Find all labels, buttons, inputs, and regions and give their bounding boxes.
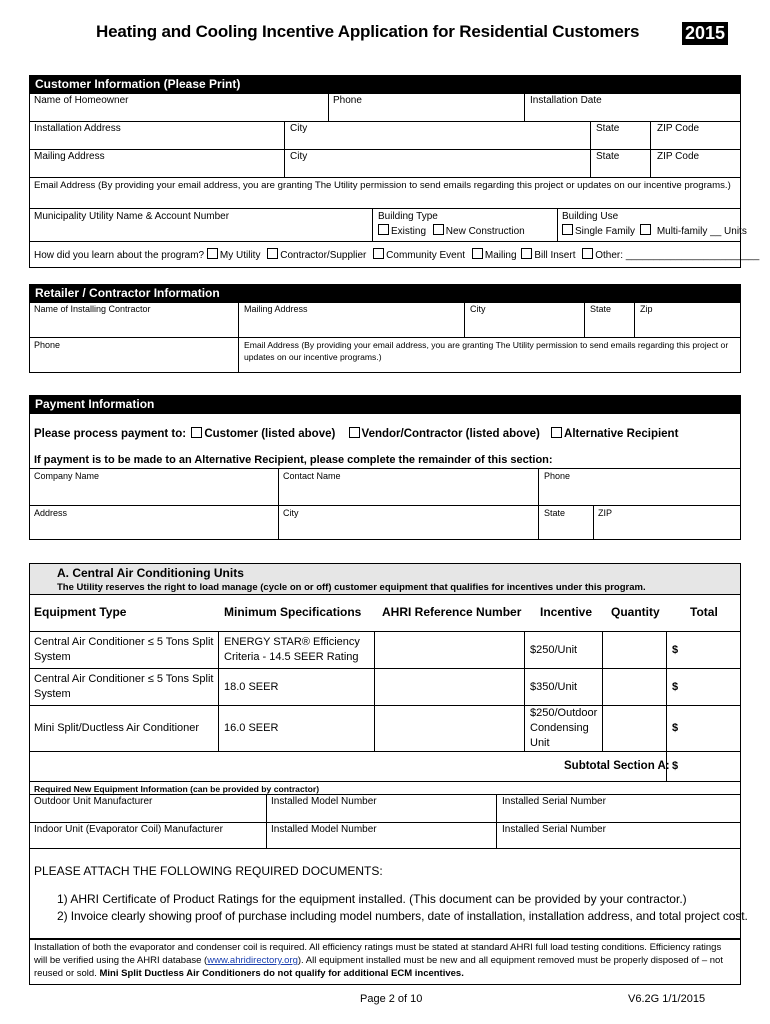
row2-incentive: $350/Unit (530, 681, 578, 693)
contractor-city-field[interactable]: City (470, 304, 486, 314)
row1-incentive: $250/Unit (530, 644, 578, 656)
mailing-state-field[interactable]: State (596, 151, 620, 162)
col-ahri-ref: AHRI Reference Number (382, 605, 522, 619)
row2-total[interactable]: $ (672, 681, 679, 693)
building-type-options: Existing New Construction (378, 224, 525, 237)
row2-spec: 18.0 SEER (224, 681, 279, 693)
company-name-field[interactable]: Company Name (34, 471, 100, 481)
year-badge: 2015 (682, 22, 728, 45)
my-utility-checkbox[interactable] (207, 248, 218, 259)
installation-address-field[interactable]: Installation Address (34, 123, 121, 134)
customer-section-heading: Customer Information (Please Print) (29, 75, 741, 93)
contractor-zip-field[interactable]: Zip (640, 304, 653, 314)
other-checkbox[interactable] (582, 248, 593, 259)
other-field[interactable]: Other: ________________________ (595, 250, 760, 261)
row2-equipment: Central Air Conditioner ≤ 5 Tons Split System (34, 673, 214, 700)
utility-account-field[interactable]: Municipality Utility Name & Account Number (34, 211, 230, 222)
col-total: Total (690, 605, 718, 619)
row3-total[interactable]: $ (672, 722, 679, 734)
new-construction-checkbox[interactable] (433, 224, 444, 235)
indoor-model-field[interactable]: Installed Model Number (271, 824, 377, 835)
recipient-address-field[interactable]: Address (34, 508, 68, 518)
document-item-1: 1) AHRI Certificate of Product Ratings for the equipment installed. (This document can be provided by your contractor.) (57, 892, 687, 906)
new-equipment-heading: Required New Equipment Information (can be provided by contractor) (34, 784, 320, 794)
payment-options-row: Please process payment to: Customer (listed above) Vendor/Contractor (listed above) Alternative Recipient (34, 428, 679, 440)
document-item-2: 2) Invoice clearly showing proof of purchase including model numbers, date of installation, installation address, and total project cost. (57, 909, 748, 923)
contractor-name-field[interactable]: Name of Installing Contractor (34, 304, 151, 314)
community-event-checkbox[interactable] (373, 248, 384, 259)
version-date: V6.2G 1/1/2015 (628, 993, 706, 1005)
contractor-mailing-field[interactable]: Mailing Address (244, 304, 308, 314)
row3-spec: 16.0 SEER (224, 722, 279, 734)
city-field[interactable]: City (290, 123, 308, 134)
outdoor-manufacturer-field[interactable]: Outdoor Unit Manufacturer (34, 796, 153, 807)
row1-total[interactable]: $ (672, 644, 679, 656)
building-type-label: Building Type (378, 211, 438, 222)
pay-customer-checkbox[interactable] (191, 427, 202, 438)
row1-equipment: Central Air Conditioner ≤ 5 Tons Split System (34, 636, 214, 663)
ahri-link[interactable]: www.ahridirectory.org (207, 955, 298, 966)
recipient-state-field[interactable]: State (544, 508, 566, 518)
row3-incentive: $250/Outdoor Condensing Unit (530, 707, 598, 749)
existing-checkbox[interactable] (378, 224, 389, 235)
contractor-state-field[interactable]: State (590, 304, 612, 314)
pay-vendor-checkbox[interactable] (349, 427, 360, 438)
bill-insert-checkbox[interactable] (521, 248, 532, 259)
payment-section-heading: Payment Information (29, 395, 741, 413)
homeowner-name-field[interactable]: Name of Homeowner (34, 95, 129, 106)
building-use-label: Building Use (562, 211, 619, 222)
outdoor-serial-field[interactable]: Installed Serial Number (502, 796, 606, 807)
form-title: Heating and Cooling Incentive Application for Residential Customers (96, 22, 640, 41)
contractor-checkbox[interactable] (267, 248, 278, 259)
col-min-spec: Minimum Specifications (224, 605, 362, 619)
email-field[interactable]: Email Address (By providing your email address, you are granting The Utility permission to send emails regarding this project or updates on our incentive programs.) (34, 180, 731, 191)
mailing-zip-field[interactable]: ZIP Code (657, 151, 700, 162)
alternative-recipient-note: If payment is to be made to an Alternative Recipient, please complete the remainder of this section: (34, 454, 553, 466)
contractor-email-field[interactable]: Email Address (By providing your email address, you are granting The Utility permission to send emails regarding this project or updates on our incentive programs.) (244, 340, 729, 362)
retailer-section-heading: Retailer / Contractor Information (29, 284, 741, 302)
single-family-checkbox[interactable] (562, 224, 573, 235)
multi-family-checkbox[interactable] (640, 224, 651, 235)
recipient-city-field[interactable]: City (283, 508, 299, 518)
outdoor-model-field[interactable]: Installed Model Number (271, 796, 377, 807)
col-quantity: Quantity (611, 605, 660, 619)
mailing-checkbox[interactable] (472, 248, 483, 259)
section-a-note: The Utility reserves the right to load manage (cycle on or off) customer equipment that qualifies for incentives under this program. (57, 582, 646, 593)
documents-heading: PLEASE ATTACH THE FOLLOWING REQUIRED DOCUMENTS: (34, 864, 383, 878)
building-use-options: Single Family Multi-family __ Units (562, 224, 747, 237)
recipient-phone-field[interactable]: Phone (544, 471, 571, 481)
learn-about-row: How did you learn about the program? My Utility Contractor/Supplier Community Event Mailing Bill Insert Other: ________________________ (34, 250, 760, 261)
zip-field[interactable]: ZIP Code (657, 123, 700, 134)
recipient-zip-field[interactable]: ZIP (598, 508, 613, 518)
mailing-city-field[interactable]: City (290, 151, 308, 162)
footnote-text: Installation of both the evaporator and condenser coil is required. All efficiency ratings must be stated at standard AHRI full load testing conditions. Efficiency ratings will be verified using the AHRI database (www.ahridirectory.org). All equipment installed must be new and all equipment removed must be properly disposed of – not reused or sold. Mini Split Ductless Air Conditioners do not qualify for additional ECM incentives. (34, 942, 723, 979)
indoor-serial-field[interactable]: Installed Serial Number (502, 824, 606, 835)
subtotal-label: Subtotal Section A: (564, 760, 670, 772)
contractor-phone-field[interactable]: Phone (34, 340, 61, 350)
col-incentive: Incentive (540, 605, 593, 619)
indoor-manufacturer-field[interactable]: Indoor Unit (Evaporator Coil) Manufacturer (34, 824, 223, 835)
row1-spec: ENERGY STAR® Efficiency Criteria - 14.5 SEER Rating (224, 636, 360, 663)
pay-alternative-checkbox[interactable] (551, 427, 562, 438)
page-number: Page 2 of 10 (360, 993, 423, 1005)
col-equipment-type: Equipment Type (34, 605, 127, 619)
subtotal-value[interactable]: $ (672, 760, 679, 772)
phone-field[interactable]: Phone (333, 95, 362, 106)
row3-equipment: Mini Split/Ductless Air Conditioner (34, 722, 200, 734)
state-field[interactable]: State (596, 123, 620, 134)
mailing-address-field[interactable]: Mailing Address (34, 151, 105, 162)
contact-name-field[interactable]: Contact Name (283, 471, 341, 481)
section-a-heading: A. Central Air Conditioning Units (57, 566, 244, 580)
installation-date-field[interactable]: Installation Date (530, 95, 602, 106)
